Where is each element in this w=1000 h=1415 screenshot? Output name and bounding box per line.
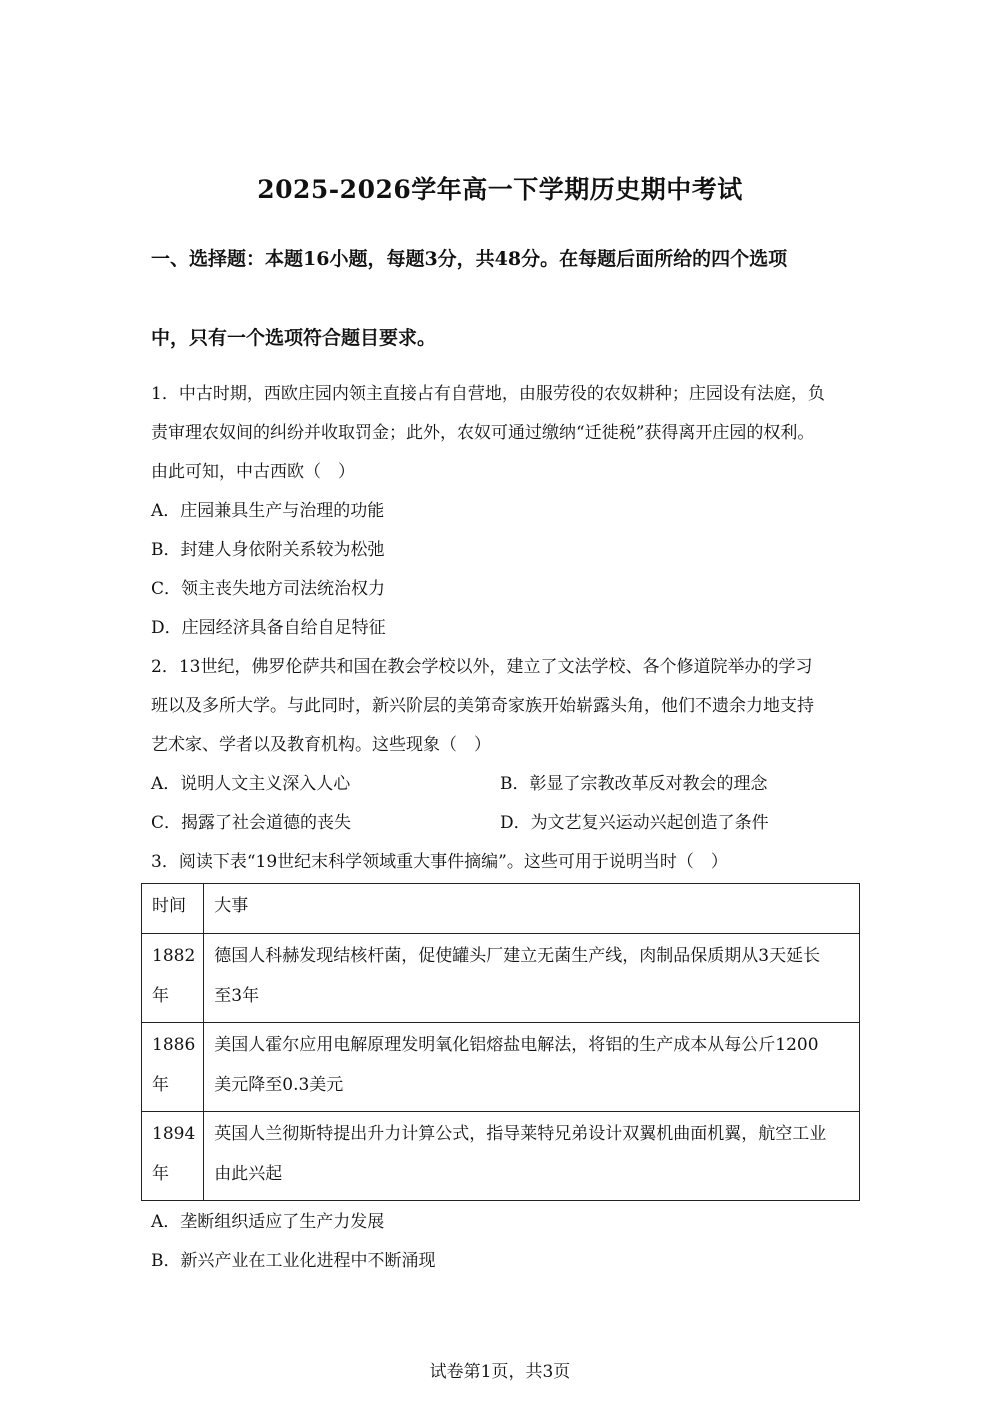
table-row — [142, 1023, 860, 1112]
header-cell-event — [204, 884, 860, 934]
q2-stem-line-1: 2．13世纪，佛罗伦萨共和国在教会学校以外，建立了文法学校、各个修道院举办的学习 — [151, 657, 813, 677]
q2-stem-line-2: 班以及多所大学。与此同时，新兴阶层的美第奇家族开始崭露头角，他们不遗余力地支持 — [151, 696, 814, 716]
page-footer: 试卷第1页，共3页 — [429, 1362, 571, 1382]
section-instruction-line-1: 一、选择题：本题16小题，每题3分，共48分。在每题后面所给的四个选项 — [151, 248, 788, 270]
year-suffix: 年 — [152, 1164, 169, 1184]
event-text-line-1: 美国人霍尔应用电解原理发明氧化铝熔盐电解法，将铝的生产成本从每公斤1200 — [214, 1035, 819, 1055]
year-cell — [142, 1023, 204, 1112]
event-text-line-1: 英国人兰彻斯特提出升力计算公式，指导莱特兄弟设计双翼机曲面机翼，航空工业 — [214, 1124, 827, 1144]
year-number: 1894 — [152, 1124, 196, 1144]
q1-stem-line-1: 1．中古时期，西欧庄园内领主直接占有自营地，由服劳役的农奴耕种；庄园设有法庭，负 — [151, 384, 825, 404]
section-instruction-line-2: 中，只有一个选项符合题目要求。 — [151, 327, 437, 349]
q1-stem-line-3: 由此可知，中古西欧（ ） — [151, 462, 355, 482]
q2-stem-line-3: 艺术家、学者以及教育机构。这些现象（ ） — [151, 735, 491, 755]
year-number: 1886 — [152, 1035, 196, 1055]
event-cell — [204, 1112, 860, 1201]
year-cell — [142, 934, 204, 1023]
year-suffix: 年 — [152, 1075, 169, 1095]
q2-option-d: D．为文艺复兴运动兴起创造了条件 — [500, 813, 769, 833]
event-text-line-2: 美元降至0.3美元 — [214, 1075, 344, 1095]
event-text-line-1: 德国人科赫发现结核杆菌，促使罐头厂建立无菌生产线，肉制品保质期从3天延长 — [214, 946, 821, 966]
q2-option-a: A．说明人文主义深入人心 — [151, 774, 351, 794]
q3-option-b: B．新兴产业在工业化进程中不断涌现 — [151, 1251, 436, 1271]
q1-option-a: A．庄园兼具生产与治理的功能 — [151, 501, 385, 521]
q1-option-d: D．庄园经济具备自给自足特征 — [151, 618, 386, 638]
header-time-label: 时间 — [152, 896, 186, 916]
q3-stem: 3．阅读下表“19世纪末科学领域重大事件摘编”。这些可用于说明当时（ ） — [151, 852, 728, 872]
table-header-row — [142, 884, 860, 934]
event-cell — [204, 1023, 860, 1112]
q2-option-c: C．揭露了社会道德的丧失 — [151, 813, 352, 833]
page-title: 2025-2026学年高一下学期历史期中考试 — [257, 175, 743, 204]
q1-option-b: B．封建人身依附关系较为松弛 — [151, 540, 385, 560]
header-event-label: 大事 — [214, 896, 249, 916]
table-row — [142, 934, 860, 1023]
year-number: 1882 — [152, 946, 196, 966]
events-table — [141, 883, 860, 1201]
table-row — [142, 1112, 860, 1201]
event-cell — [204, 934, 860, 1023]
q1-stem-line-2: 责审理农奴间的纠纷并收取罚金；此外，农奴可通过缴纳“迁徙税”获得离开庄园的权利。 — [151, 423, 815, 443]
q1-option-c: C．领主丧失地方司法统治权力 — [151, 579, 386, 599]
event-text-line-2: 由此兴起 — [214, 1164, 283, 1184]
year-suffix: 年 — [152, 986, 169, 1006]
event-text-line-2: 至3年 — [214, 986, 260, 1006]
q2-option-b: B．彰显了宗教改革反对教会的理念 — [500, 774, 768, 794]
year-cell — [142, 1112, 204, 1201]
q3-option-a: A．垄断组织适应了生产力发展 — [151, 1212, 385, 1232]
header-cell-time — [142, 884, 204, 934]
